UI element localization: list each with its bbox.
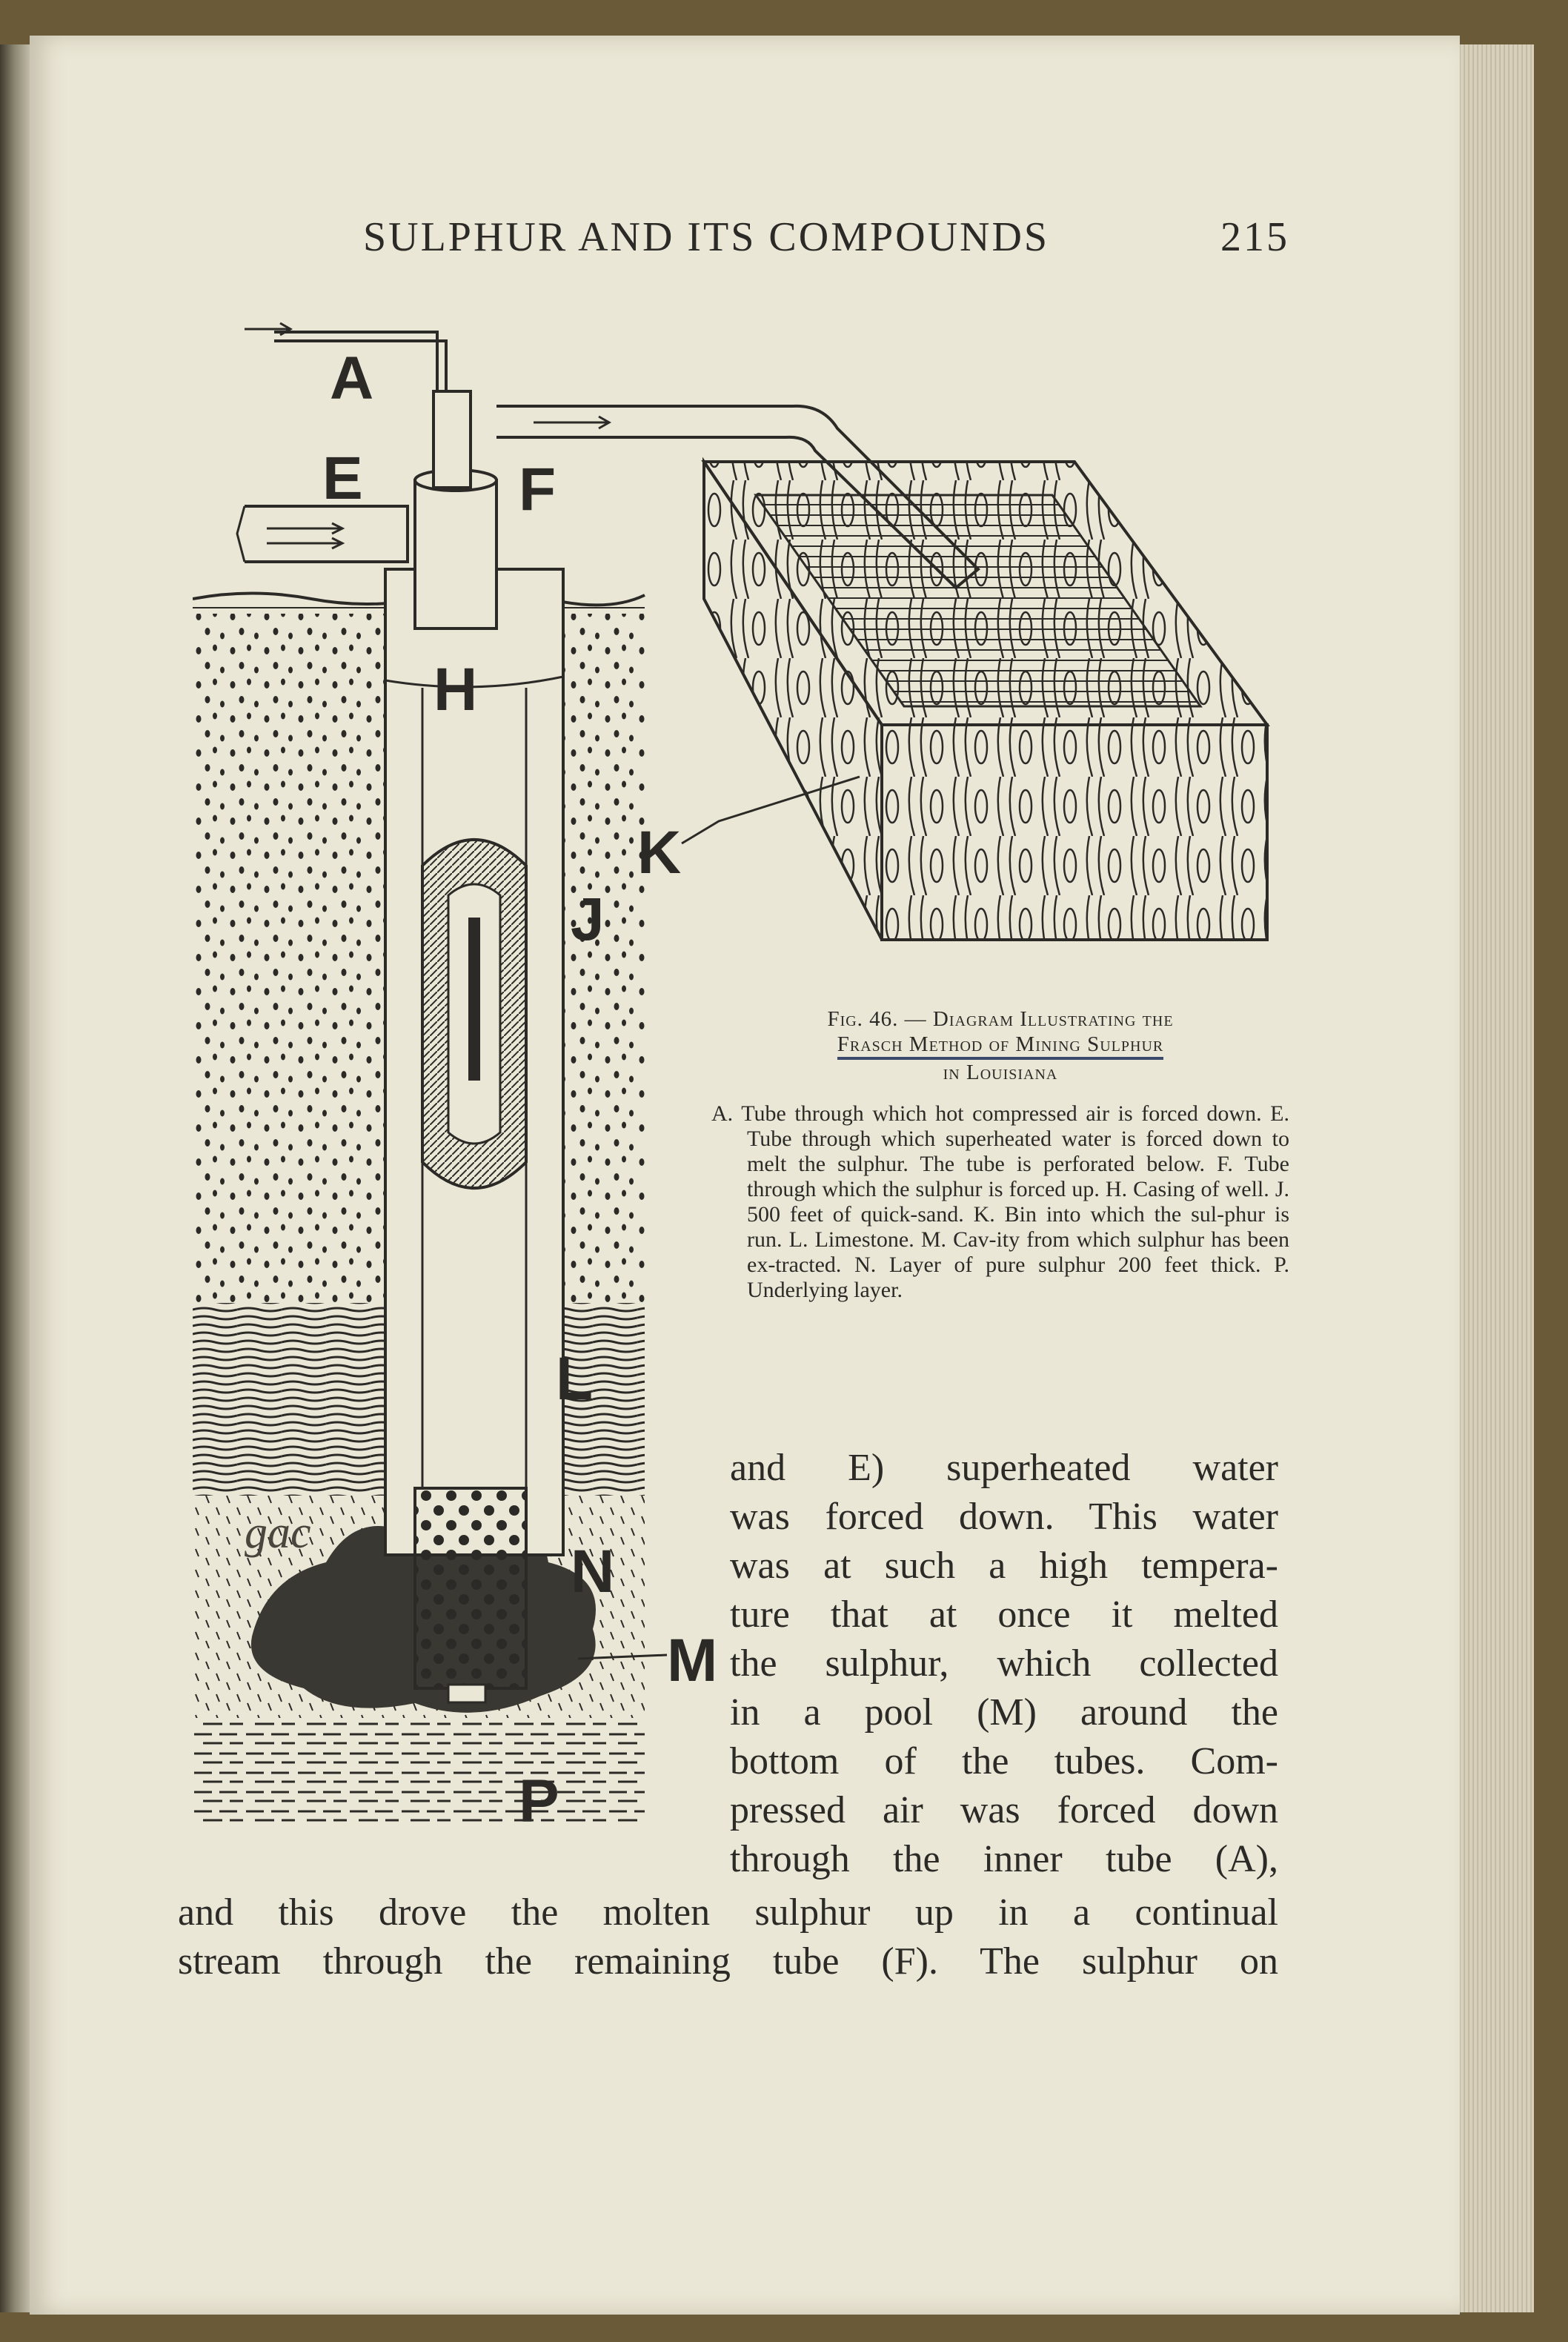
caption-title-line-2: Frasch Method of Mining Sulphur [837,1032,1164,1060]
body-line: and this drove the molten sulphur up in a continual [178,1891,1278,1934]
label-a: A [330,345,374,412]
page-number: 215 [1220,214,1289,260]
tube-end [448,1685,485,1702]
body-line: bottom of the tubes. Com- [730,1740,1278,1782]
inner-pipe [468,918,480,1081]
body-column-text [730,1444,1278,1884]
body-line: was at such a high tempera- [730,1545,1278,1587]
caption-title-line-1: Fig. 46. — Diagram Illustrating the [827,1007,1174,1031]
page-stack-edges [1452,44,1534,2312]
book-page [30,36,1460,2315]
running-title: SULPHUR AND ITS COMPOUNDS [363,214,1050,260]
caption-title-line-3: in Louisiana [943,1061,1058,1084]
tube-a [433,391,471,488]
body-line: pressed air was forced down [730,1789,1278,1831]
body-line: stream through the remaining tube (F). The sulphur on [178,1940,1278,1983]
body-line: the sulphur, which collected [730,1642,1278,1685]
label-p: P [519,1768,559,1835]
label-n: N [571,1538,615,1605]
water-pipe [245,506,408,562]
caption-body: A. Tube through which hot compressed air is forced down. E. Tube through which superheated water is forced down to melt the sulphur. The tube is perforated below. F. Tube through which the sulphur is forced up. H. Casing of well. J. 500 feet of quick-sand. K. Bin into which the sul-phur is run. L. Limestone. M. Cav-ity from which sulphur has been ex-tracted. N. Layer of pure sulphur 200 feet thick. P. Underlying layer. [711,1101,1289,1302]
water-pipe-end [237,506,245,562]
label-m: M [667,1627,718,1694]
tube-f-outer [415,480,496,628]
body-line: in a pool (M) around the [730,1691,1278,1734]
label-f: F [519,456,557,523]
label-l: L [556,1345,594,1413]
body-line: ture that at once it melted [730,1593,1278,1636]
air-arrow-icon [245,323,290,335]
body-line: was forced down. This water [730,1496,1278,1538]
caption-title [711,1006,1289,1085]
label-k: K [637,819,682,886]
label-e: E [322,445,363,512]
body-line: and E) superheated water [730,1447,1278,1489]
label-h: H [433,656,478,723]
perforated-tube [415,1488,526,1688]
sulphur-bin [704,462,1267,940]
body-full-text [178,1888,1278,1986]
bin-front-side [882,725,1267,940]
handwritten-note: gac [245,1507,311,1558]
label-j: J [571,886,605,953]
body-line: through the inner tube (A), [730,1838,1278,1880]
underlying-layer [193,1718,645,1829]
figure-caption [711,1006,1289,1303]
